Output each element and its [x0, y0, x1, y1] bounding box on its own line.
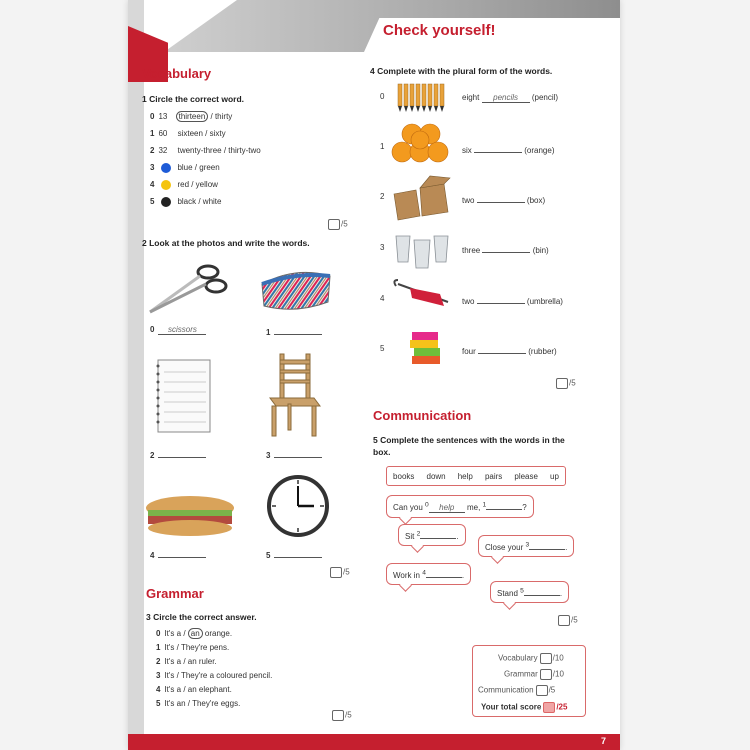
- ex2-item-1: 1: [266, 325, 322, 337]
- blue-paint-icon: [161, 163, 171, 173]
- page-title: Check yourself!: [383, 22, 496, 39]
- ex4-item-5: four (rubber): [462, 344, 557, 356]
- communication-heading: Communication: [373, 408, 472, 423]
- black-paint-icon: [161, 197, 171, 207]
- umbrella-photo: [390, 278, 456, 312]
- ex4-num-5: 5: [380, 344, 385, 353]
- word-pairs: pairs: [484, 471, 503, 481]
- chair-photo: [266, 352, 322, 440]
- ex5-instruction: 5 Complete the sentences with the words in the box.: [373, 435, 565, 457]
- ex1-item-3: 3 blue / green: [150, 163, 220, 173]
- page-number: 7: [600, 736, 606, 746]
- ex5-score[interactable]: /5: [558, 615, 578, 626]
- ex2-item-4: 4: [150, 548, 206, 560]
- workbook-page: [128, 0, 620, 750]
- ex4-num-4: 4: [380, 294, 385, 303]
- word-books: books: [393, 471, 415, 481]
- ex3-item-0: 0 It's a / an orange.: [156, 629, 233, 638]
- ex3-item-4: 4 It's a / an elephant.: [156, 685, 232, 694]
- ex1-item-4: 4 red / yellow: [150, 180, 218, 190]
- word-help: help: [457, 471, 473, 481]
- ex2-item-3: 3: [266, 448, 322, 460]
- pencil-case-photo: [258, 266, 334, 314]
- ex1-instruction: 1 Circle the correct word.: [142, 94, 245, 104]
- page-edge: [128, 0, 144, 750]
- score-vocabulary: Vocabulary /10: [498, 653, 564, 663]
- sandwich-photo: [144, 494, 236, 538]
- yellow-paint-icon: [161, 180, 171, 190]
- ex3-score[interactable]: /5: [332, 710, 352, 721]
- ex2-instruction: 2 Look at the photos and write the words.: [142, 238, 310, 248]
- ex3-item-3: 3 It's / They're a coloured pencil.: [156, 671, 273, 680]
- ex4-item-1: six (orange): [462, 143, 555, 155]
- ex4-item-4: two (umbrella): [462, 294, 563, 306]
- ex4-num-1: 1: [380, 142, 385, 151]
- ex4-score[interactable]: /5: [556, 378, 576, 389]
- word-box: [386, 466, 566, 486]
- ex4-num-2: 2: [380, 192, 385, 201]
- bins-photo: [392, 232, 452, 272]
- ex4-item-2: two (box): [462, 193, 545, 205]
- speech-bubble-4: Work in $^4$ .: [386, 563, 471, 585]
- ex1-item-5: 5 black / white: [150, 197, 222, 207]
- scissors-photo: [146, 258, 228, 318]
- ex1-score[interactable]: /5: [328, 219, 348, 230]
- notebook-photo: [154, 358, 212, 434]
- ex3-item-1: 1 It's / They're pens.: [156, 643, 230, 652]
- speech-bubble-1: Can you $^0$ help me, $^1$ ?: [386, 495, 534, 518]
- ex4-num-3: 3: [380, 243, 385, 252]
- speech-bubble-5: Stand $^5$ .: [490, 581, 569, 603]
- oranges-photo: [390, 122, 452, 170]
- vocabulary-heading: Vocabulary: [142, 66, 212, 81]
- speech-bubble-2: Sit $^2$ .: [398, 524, 466, 546]
- ex1-item-2: 2 32 twenty-three / thirty-two: [150, 146, 261, 155]
- pencils-photo: [396, 80, 450, 114]
- grammar-heading: Grammar: [146, 586, 204, 601]
- word-please: please: [514, 471, 538, 481]
- boxes-photo: [390, 174, 452, 222]
- page-footer: [128, 734, 620, 750]
- ex3-item-2: 2 It's a / an ruler.: [156, 657, 217, 666]
- score-grammar: Grammar /10: [504, 669, 564, 679]
- ex4-instruction: 4 Complete with the plural form of the words.: [370, 66, 553, 76]
- word-down: down: [426, 471, 446, 481]
- word-up: up: [550, 471, 559, 481]
- ex2-item-2: 2: [150, 448, 206, 460]
- ex3-instruction: 3 Circle the correct answer.: [146, 612, 257, 622]
- ex4-num-0: 0: [380, 92, 385, 101]
- ex4-item-3: three (bin): [462, 243, 549, 255]
- ex4-item-0: eight pencils (pencil): [462, 93, 559, 102]
- ex3-item-5: 5 It's an / They're eggs.: [156, 699, 241, 708]
- score-communication: Communication /5: [478, 685, 556, 695]
- ex2-score[interactable]: /5: [330, 567, 350, 578]
- rubbers-photo: [408, 330, 444, 366]
- score-total: Your total score /25: [481, 702, 568, 712]
- ex2-item-5: 5: [266, 548, 322, 560]
- ex2-item-0: 0 scissors: [150, 325, 206, 335]
- ex1-item-1: 1 60 sixteen / sixty: [150, 129, 226, 138]
- clock-photo: [266, 474, 330, 538]
- ex1-item-0: 0 13 thirteen / thirty: [150, 112, 233, 121]
- speech-bubble-3: Close your $^3$ .: [478, 535, 574, 557]
